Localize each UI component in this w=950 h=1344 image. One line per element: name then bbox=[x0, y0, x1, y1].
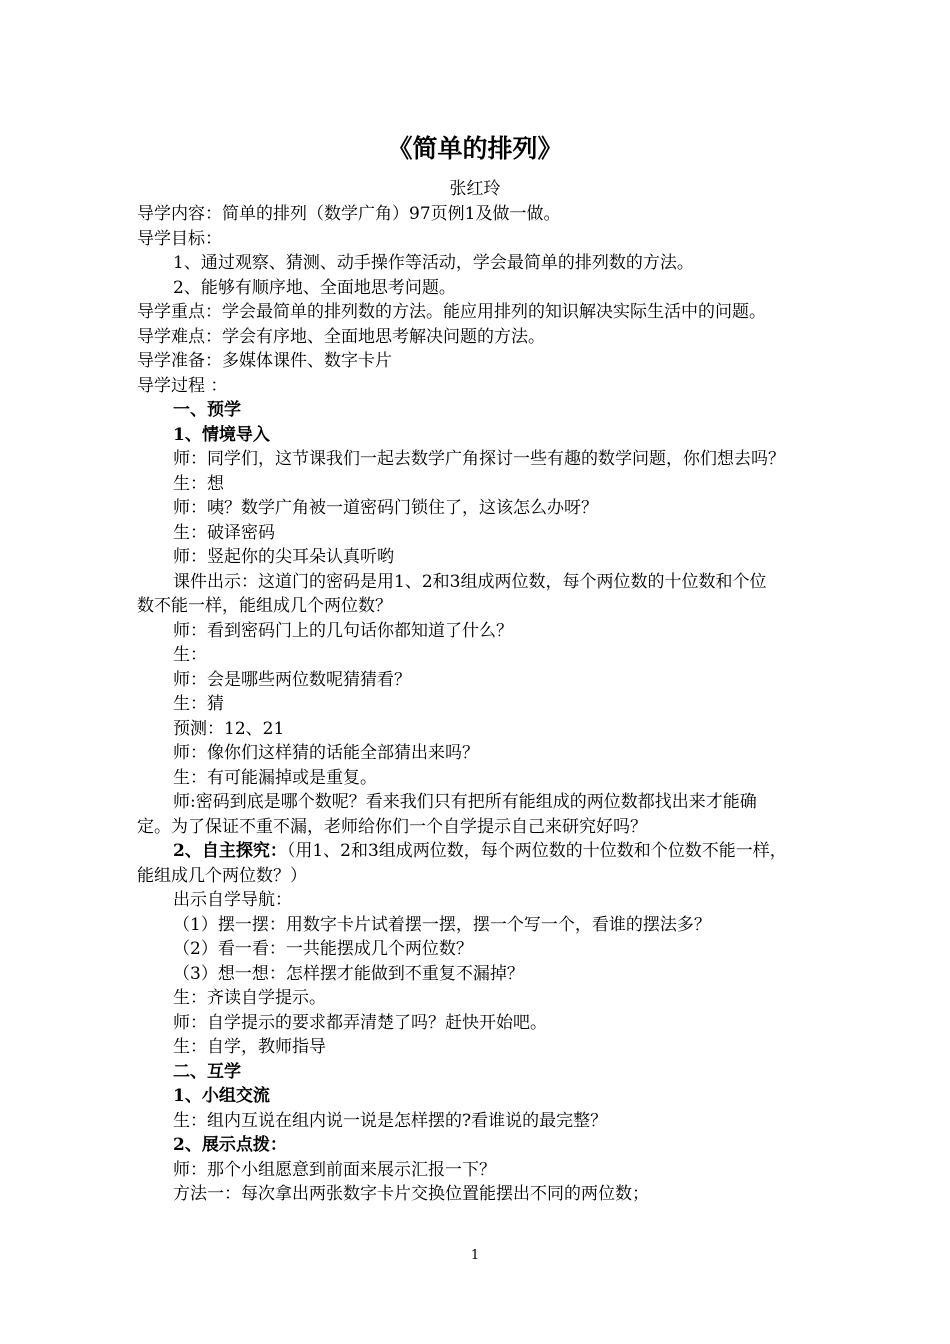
subsection-heading: 1、情境导入 bbox=[173, 424, 270, 445]
section-heading: 一、预学 bbox=[173, 400, 241, 420]
text-line: 1、通过观察、猜测、动手操作等活动，学会最简单的排列数的方法。 bbox=[173, 253, 694, 273]
text-line: 定。为了保证不重不漏，老师给你们一个自学提示自己来研究好吗？ bbox=[137, 816, 647, 837]
text-line: 导学内容：简单的排列（数学广角）97页例1及做一做。 bbox=[137, 204, 561, 224]
text-line: 课件出示：这道门的密码是用1、2和3组成两位数，每个两位数的十位数和个位 bbox=[173, 571, 767, 592]
text-line: 师:密码到底是哪个数呢？看来我们只有把所有能组成的两位数都找出来才能确 bbox=[173, 792, 757, 812]
author-name: 张红玲 bbox=[449, 179, 501, 199]
text-line: 方法一：每次拿出两张数字卡片交换位置能摆出不同的两位数； bbox=[173, 1184, 649, 1204]
text-line: 师：同学们，这节课我们一起去数学广角探讨一些有趣的数学问题，你们想去吗？ bbox=[173, 449, 785, 469]
text-line: 师：自学提示的要求都弄清楚了吗？赶快开始吧。 bbox=[173, 1012, 547, 1033]
text-line: 出示自学导航： bbox=[173, 890, 292, 910]
section-heading: 二、互学 bbox=[173, 1061, 241, 1082]
text-line: 师：看到密码门上的几句话你都知道了什么？ bbox=[173, 620, 513, 641]
text-line: 生：齐读自学提示。 bbox=[173, 988, 326, 1008]
text-line: 导学难点：学会有序地、全面地思考解决问题的方法。 bbox=[137, 326, 545, 347]
text-line: 师：会是哪些两位数呢猜猜看？ bbox=[173, 669, 411, 690]
text-line: 导学目标： bbox=[137, 228, 222, 249]
text-line bbox=[137, 839, 857, 864]
document-body bbox=[137, 202, 857, 1207]
text-line: 师：像你们这样猜的话能全部猜出来吗？ bbox=[173, 743, 479, 763]
text-line: 导学准备：多媒体课件、数字卡片 bbox=[137, 351, 392, 371]
text-line: 师：咦？数学广角被一道密码门锁住了，这该怎么办呀？ bbox=[173, 498, 598, 518]
text-line: 师：竖起你的尖耳朵认真听哟 bbox=[173, 547, 394, 567]
subsection-heading: 1、小组交流 bbox=[173, 1086, 270, 1106]
document-title: 《简单的排列》 bbox=[387, 134, 563, 163]
text-line: 2、能够有顺序地、全面地思考问题。 bbox=[173, 277, 456, 298]
text-line: 导学重点：学会最简单的排列数的方法。能应用排列的知识解决实际生活中的问题。 bbox=[137, 302, 766, 322]
text-line: 能组成几个两位数？） bbox=[137, 865, 307, 886]
text-line: （3）想一想：怎样摆才能做到不重复不漏掉？ bbox=[173, 963, 524, 984]
subsection-heading: 2、展示点拨： bbox=[173, 1135, 287, 1155]
text-line: 生：破译密码 bbox=[173, 522, 275, 543]
text-line: 生：猜 bbox=[173, 694, 224, 714]
text-line: （2）看一看：一共能摆成几个两位数？ bbox=[173, 939, 473, 959]
text-line: 生：组内互说在组内说一说是怎样摆的?看谁说的最完整？ bbox=[173, 1110, 608, 1131]
text-line: 生：有可能漏掉或是重复。 bbox=[173, 767, 377, 788]
text-line: 生：自学，教师指导 bbox=[173, 1037, 326, 1057]
text-line: 师：那个小组愿意到前面来展示汇报一下？ bbox=[173, 1159, 496, 1180]
text-line: 导学过程 ： bbox=[137, 375, 228, 396]
text-line: 数不能一样，能组成几个两位数？ bbox=[137, 596, 392, 616]
text-line: 生：想 bbox=[173, 473, 224, 494]
inline-text: （用1、2和3组成两位数，每个两位数的十位数和个位数不能一样， bbox=[286, 841, 787, 861]
subsection-heading: 2、自主探究： bbox=[173, 841, 287, 861]
text-line: 生： bbox=[173, 645, 207, 665]
text-line: （1）摆一摆：用数字卡片试着摆一摆，摆一个写一个，看谁的摆法多？ bbox=[173, 914, 711, 935]
text-line: 预测：12、21 bbox=[173, 718, 285, 739]
page-number: 1 bbox=[470, 1248, 480, 1263]
